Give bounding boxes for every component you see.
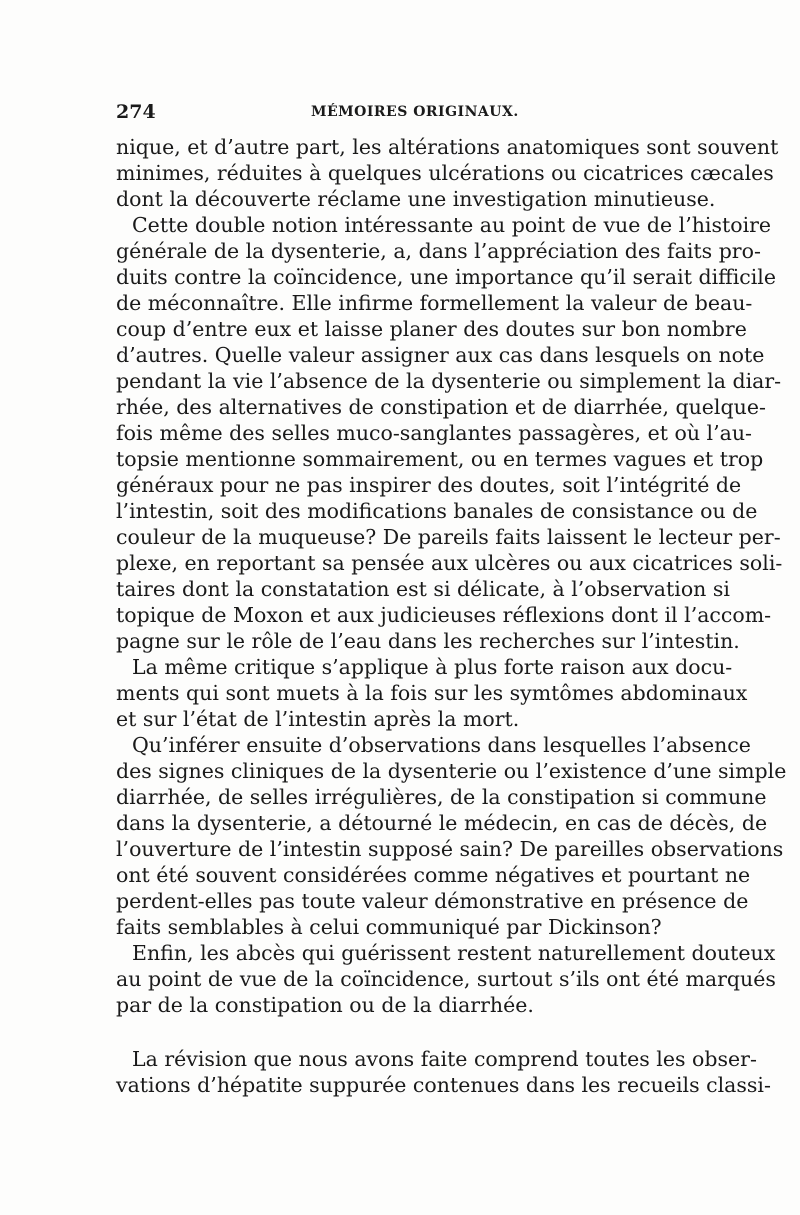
text-line: généraux pour ne pas inspirer des doutes, soit l’intégrité de — [116, 473, 742, 497]
text-line: taires dont la constatation est si délicate, à l’observation si — [116, 577, 730, 601]
text-line: nique, et d’autre part, les altérations anatomiques sont souvent — [116, 135, 779, 159]
text-line: couleur de la muqueuse? De pareils faits laissent le lecteur per- — [116, 525, 781, 549]
text-line: pagne sur le rôle de l’eau dans les recherches sur l’intestin. — [116, 629, 740, 653]
paragraph — [116, 134, 779, 212]
text-line: des signes cliniques de la dysenterie ou l’existence d’une simple — [116, 759, 787, 783]
text-line: l’ouverture de l’intestin supposé sain? De pareilles observations — [116, 837, 784, 861]
text-line: au point de vue de la coïncidence, surtout s’ils ont été marqués — [116, 967, 776, 991]
text-line: rhée, des alternatives de constipation et de diarrhée, quelque- — [116, 395, 766, 419]
text-line: ments qui sont muets à la fois sur les symtômes abdominaux — [116, 681, 748, 705]
text-line: plexe, en reportant sa pensée aux ulcères ou aux cicatrices soli- — [116, 551, 783, 575]
text-line: générale de la dysenterie, a, dans l’appréciation des faits pro- — [116, 239, 761, 263]
text-line: dont la découverte réclame une investigation minutieuse. — [116, 187, 716, 211]
paragraph — [116, 212, 783, 654]
text-line: Cette double notion intéressante au point de vue de l’histoire — [132, 213, 772, 237]
text-line: diarrhée, de selles irrégulières, de la constipation si commune — [116, 785, 767, 809]
text-line: l’intestin, soit des modifications banales de consistance ou de — [116, 499, 758, 523]
paragraph-gap — [116, 1018, 686, 1046]
paragraph — [116, 1046, 771, 1098]
text-line: coup d’entre eux et laisse planer des doutes sur bon nombre — [116, 317, 747, 341]
text-line: minimes, réduites à quelques ulcérations ou cicatrices cæcales — [116, 161, 774, 185]
text-line: par de la constipation ou de la diarrhée. — [116, 993, 534, 1017]
text-line: topique de Moxon et aux judicieuses réflexions dont il l’accom- — [116, 603, 772, 627]
text-line: Qu’inférer ensuite d’observations dans lesquelles l’absence — [132, 733, 751, 757]
text-line: vations d’hépatite suppurée contenues dans les recueils classi- — [116, 1073, 771, 1097]
running-title: MÉMOIRES ORIGINAUX. — [311, 104, 519, 120]
text-line: d’autres. Quelle valeur assigner aux cas dans lesquels on note — [116, 343, 765, 367]
page-number: 274 — [116, 101, 156, 123]
text-line: Enfin, les abcès qui guérissent restent naturellement douteux — [132, 941, 776, 965]
text-line: ont été souvent considérées comme négatives et pourtant ne — [116, 863, 751, 887]
paragraph — [116, 940, 776, 1018]
text-line: fois même des selles muco-sanglantes passagères, et où l’au- — [116, 421, 752, 445]
text-line: faits semblables à celui communiqué par Dickinson? — [116, 915, 662, 939]
text-line: dans la dysenterie, a détourné le médecin, en cas de décès, de — [116, 811, 768, 835]
text-line: et sur l’état de l’intestin après la mort. — [116, 707, 520, 731]
text-line: perdent-elles pas toute valeur démonstrative en présence de — [116, 889, 749, 913]
text-line: pendant la vie l’absence de la dysenterie ou simplement la diar- — [116, 369, 782, 393]
text-line: de méconnaître. Elle infirme formellement la valeur de beau- — [116, 291, 753, 315]
body-text — [116, 134, 787, 1098]
text-line: topsie mentionne sommairement, ou en termes vagues et trop — [116, 447, 764, 471]
text-line: La révision que nous avons faite comprend toutes les obser- — [132, 1047, 757, 1071]
text-line: duits contre la coïncidence, une importance qu’il serait difficile — [116, 265, 776, 289]
paragraph — [116, 732, 787, 940]
paragraph — [116, 654, 748, 732]
text-line: La même critique s’applique à plus forte raison aux docu- — [132, 655, 733, 679]
page-header — [116, 100, 696, 124]
